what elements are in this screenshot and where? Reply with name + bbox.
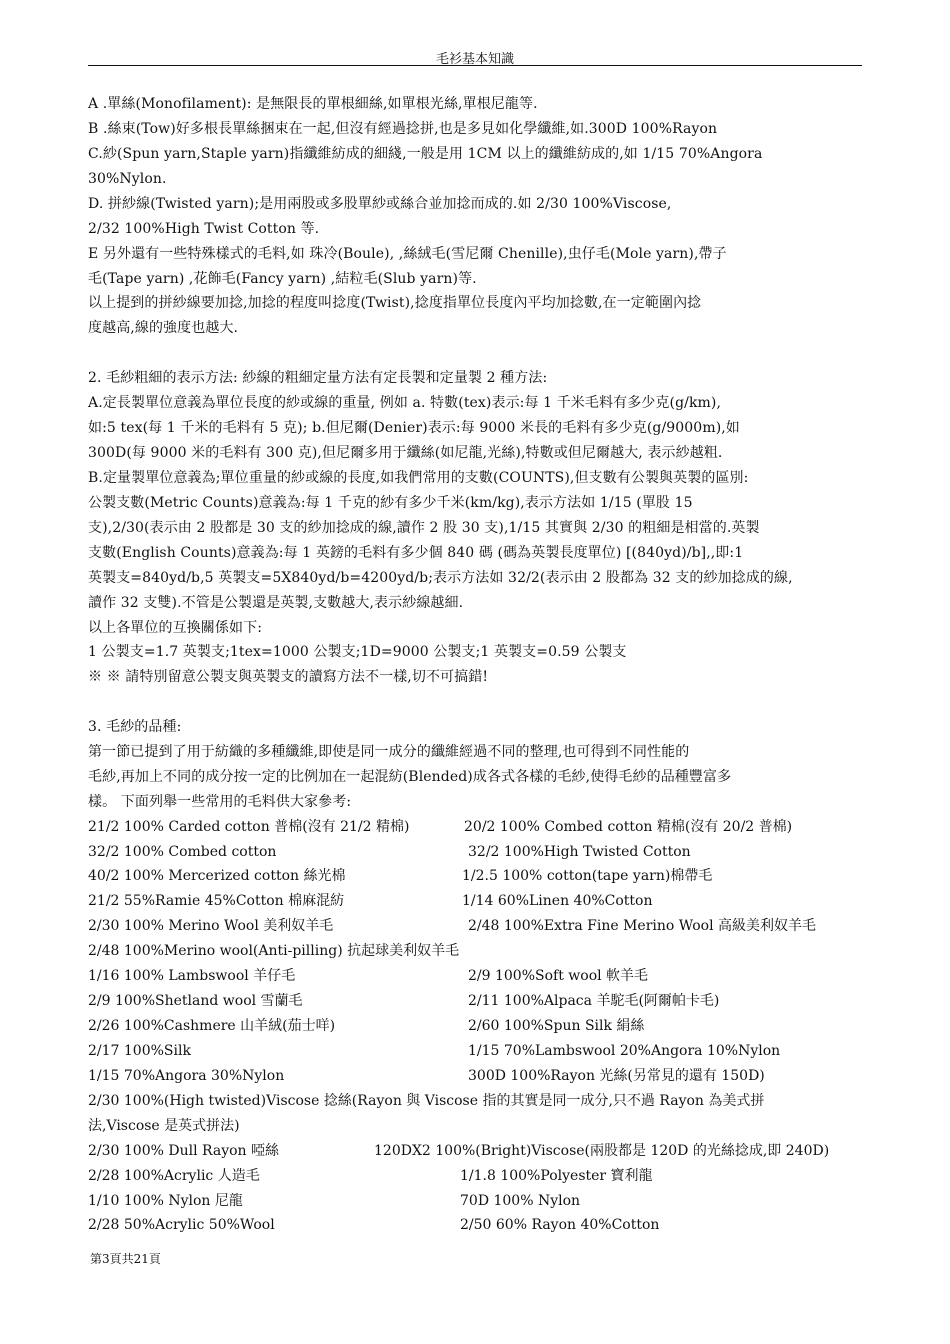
text-line: 支數(English Counts)意義為:每 1 英鎊的毛料有多少個 840 碼 (碼為英製長度單位) [(840yd)/b],,即:1 xyxy=(88,545,744,561)
section-heading: 3. 毛紗的品種: xyxy=(88,719,182,735)
text-line: 30%Nylon. xyxy=(88,171,167,187)
text-line: B.定量製單位意義為;單位重量的紗或線的長度,如我們常用的支數(COUNTS),但支數有公製與英製的區別: xyxy=(88,470,749,486)
header-rule xyxy=(88,65,862,66)
note-line: ※ ※ 請特別留意公製支與英製支的讀寫方法不一樣,切不可搞錯! xyxy=(88,669,489,685)
text-line: 支),2/30(表示由 2 股都是 30 支的紗加捻成的線,讀作 2 股 30 支),1/15 其實與 2/30 的粗細是相當的.英製 xyxy=(88,520,760,536)
yarn-item: 2/48 100%Extra Fine Merino Wool 高級美利奴羊毛 xyxy=(468,918,816,934)
yarn-item: 1/10 100% Nylon 尼龍 xyxy=(88,1193,243,1209)
text-line: 2/32 100%High Twist Cotton 等. xyxy=(88,221,320,237)
text-line: 讀作 32 支雙).不管是公製還是英製,支數越大,表示紗線越細. xyxy=(88,595,464,611)
yarn-item: 2/9 100%Soft wool 軟羊毛 xyxy=(468,968,649,984)
text-line: 1 公製支=1.7 英製支;1tex=1000 公製支;1D=9000 公製支;1 英製支=0.59 公製支 xyxy=(88,644,627,660)
text-line: 英製支=840yd/b,5 英製支=5X840yd/b=4200yd/b;表示方法如 32/2(表示由 2 股都為 32 支的紗加捻成的線, xyxy=(88,570,793,586)
text-line: 度越高,線的強度也越大. xyxy=(88,320,239,336)
text-line: 以上提到的拼紗線要加捻,加捻的程度叫捻度(Twist),捻度指單位長度內平均加捻數,在一定範圍內捻 xyxy=(88,295,702,311)
section-heading: 2. 毛紗粗細的表示方法: 紗線的粗細定量方法有定長製和定量製 2 種方法: xyxy=(88,370,548,386)
yarn-item: 1/15 70%Angora 30%Nylon xyxy=(88,1068,285,1084)
text-line: 300D(每 9000 米的毛料有 300 克),但尼爾多用于纖絲(如尼龍,光絲),特數或但尼爾越大, 表示紗越粗. xyxy=(88,445,723,461)
yarn-item: 1/2.5 100% cotton(tape yarn)棉帶毛 xyxy=(462,868,713,884)
yarn-item: 2/11 100%Alpaca 羊駝毛(阿爾帕卡毛) xyxy=(468,993,720,1009)
yarn-item: 2/30 100% Merino Wool 美利奴羊毛 xyxy=(88,918,334,934)
text-line: 以上各單位的互換關係如下: xyxy=(88,620,263,636)
yarn-item: 法,Viscose 是英式拼法) xyxy=(88,1118,240,1134)
text-line: E 另外還有一些特殊樣式的毛料,如 珠冷(Boule), ,絲絨毛(雪尼爾 Chenille),虫仔毛(Mole yarn),帶子 xyxy=(88,246,727,262)
yarn-item: 2/26 100%Cashmere 山羊絨(茄士咩) xyxy=(88,1018,336,1034)
text-line: B .絲束(Tow)好多根長單絲捆束在一起,但沒有經過捻拼,也是多見如化學纖維,如.300D 100%Rayon xyxy=(88,121,718,137)
yarn-item: 2/30 100%(High twisted)Viscose 捻絲(Rayon 與 Viscose 指的其實是同一成分,只不過 Rayon 為美式拼 xyxy=(88,1093,765,1109)
yarn-item: 1/1.8 100%Polyester 寶利龍 xyxy=(460,1168,653,1184)
yarn-item: 2/30 100% Dull Rayon 啞絲 xyxy=(88,1143,280,1159)
yarn-item: 21/2 100% Carded cotton 普棉(沒有 21/2 精棉) xyxy=(88,819,410,835)
yarn-item: 2/48 100%Merino wool(Anti-pilling) 抗起球美利奴羊毛 xyxy=(88,943,460,959)
text-line: D. 拼紗線(Twisted yarn);是用兩股或多股單紗或絲合並加捻而成的.如 2/30 100%Viscose, xyxy=(88,196,672,212)
yarn-item: 2/9 100%Shetland wool 雪蘭毛 xyxy=(88,993,303,1009)
text-line: 第一節已提到了用于紡織的多種纖維,即使是同一成分的纖維經過不同的整理,也可得到不同性能的 xyxy=(88,744,690,760)
yarn-item: 20/2 100% Combed cotton 精棉(沒有 20/2 普棉) xyxy=(464,819,793,835)
text-line: C.紗(Spun yarn,Staple yarn)指纖維紡成的細綫,一般是用 1CM 以上的纖維紡成的,如 1/15 70%Angora xyxy=(88,146,763,162)
page-footer: 第3頁共21頁 xyxy=(90,1252,161,1266)
yarn-item: 120DX2 100%(Bright)Viscose(兩股都是 120D 的光絲捻成,即 240D) xyxy=(374,1143,830,1159)
text-line: A.定長製單位意義為單位長度的紗或線的重量, 例如 a. 特數(tex)表示:每 1 千米毛料有多少克(g/km), xyxy=(88,395,722,411)
yarn-item: 21/2 55%Ramie 45%Cotton 棉麻混紡 xyxy=(88,893,345,909)
yarn-item: 70D 100% Nylon xyxy=(460,1193,581,1209)
text-line: 公製支數(Metric Counts)意義為:每 1 千克的紗有多少千米(km/kg),表示方法如 1/15 (單股 15 xyxy=(88,495,693,511)
text-line: 毛(Tape yarn) ,花飾毛(Fancy yarn) ,結粒毛(Slub yarn)等. xyxy=(88,271,477,287)
yarn-item: 1/14 60%Linen 40%Cotton xyxy=(462,893,653,909)
yarn-item: 300D 100%Rayon 光絲(另常見的還有 150D) xyxy=(468,1068,765,1084)
yarn-item: 40/2 100% Mercerized cotton 絲光棉 xyxy=(88,868,346,884)
yarn-item: 2/50 60% Rayon 40%Cotton xyxy=(460,1217,660,1233)
text-line: 樣。 下面列舉一些常用的毛料供大家參考: xyxy=(88,794,352,810)
yarn-item: 2/60 100%Spun Silk 絹絲 xyxy=(468,1018,645,1034)
text-line: 如:5 tex(每 1 千米的毛料有 5 克); b.但尼爾(Denier)表示:每 9000 米長的毛料有多少克(g/9000m),如 xyxy=(88,420,740,436)
yarn-item: 1/16 100% Lambswool 羊仔毛 xyxy=(88,968,296,984)
yarn-item: 32/2 100% Combed cotton xyxy=(88,844,277,860)
yarn-item: 2/17 100%Silk xyxy=(88,1043,191,1059)
text-line: A .單絲(Monofilament): 是無限長的單根細絲,如單根光絲,單根尼龍等. xyxy=(88,96,538,112)
yarn-item: 2/28 100%Acrylic 人造毛 xyxy=(88,1168,260,1184)
yarn-item: 1/15 70%Lambswool 20%Angora 10%Nylon xyxy=(468,1043,781,1059)
page-header: 毛衫基本知識 xyxy=(435,52,514,67)
yarn-item: 2/28 50%Acrylic 50%Wool xyxy=(88,1217,275,1233)
text-line: 毛紗,再加上不同的成分按一定的比例加在一起混紡(Blended)成各式各樣的毛紗,使得毛紗的品種豐富多 xyxy=(88,769,732,785)
yarn-item: 32/2 100%High Twisted Cotton xyxy=(468,844,691,860)
